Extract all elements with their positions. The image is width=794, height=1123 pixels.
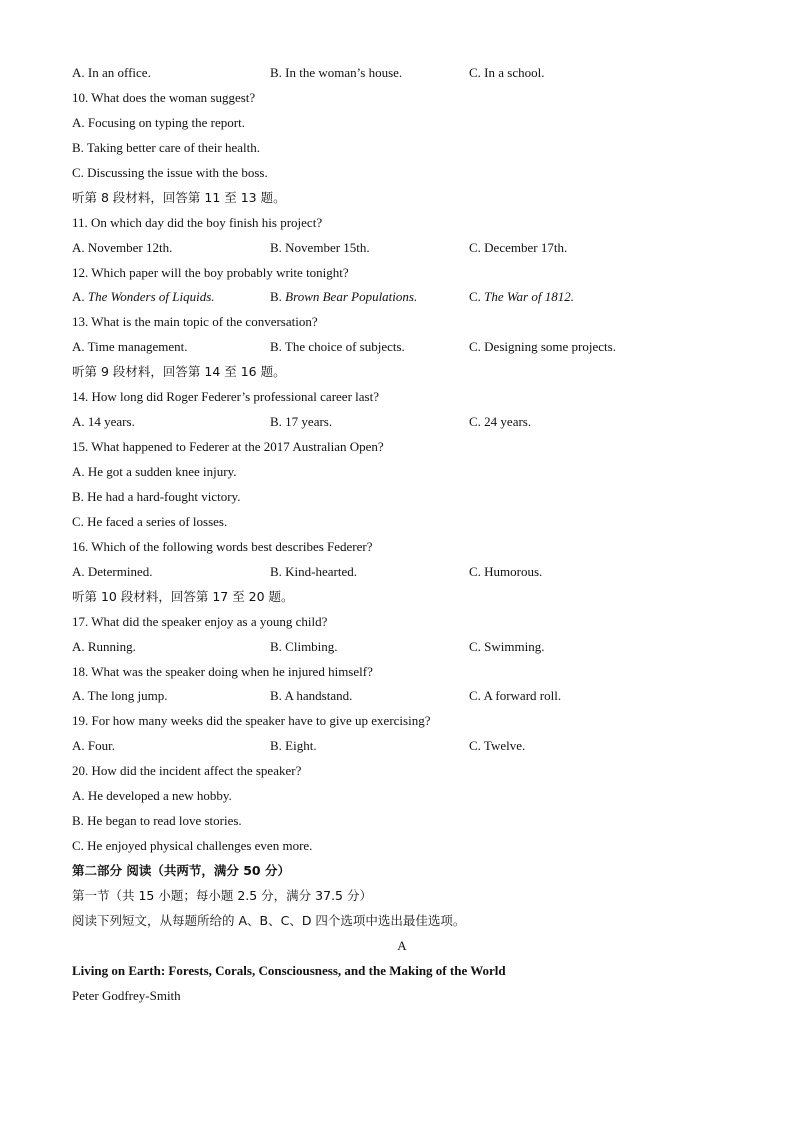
answer-option: C. Designing some projects. <box>469 339 616 355</box>
text-line: B. Taking better care of their health. <box>72 139 260 155</box>
answer-options-row <box>72 410 732 435</box>
answer-option: C. 24 years. <box>469 414 532 430</box>
option-letter: A. <box>72 289 88 305</box>
answer-option <box>72 285 215 310</box>
option-letter: B. <box>270 289 286 305</box>
section-instruction: 听第 9 段材料，回答第 14 至 16 题。 <box>72 364 286 380</box>
answer-option: B. The choice of subjects. <box>270 339 405 355</box>
answer-option: A. The long jump. <box>72 688 168 704</box>
option-title: The Wonders of Liquids. <box>87 289 215 305</box>
option-title: Brown Bear Populations. <box>285 289 418 305</box>
answer-option <box>270 285 417 310</box>
answer-option: C. Humorous. <box>469 563 543 579</box>
text-line: A. He developed a new hobby. <box>72 788 232 804</box>
section-instruction: 阅读下列短文，从每题所给的 A、B、C、D 四个选项中选出最佳选项。 <box>72 912 466 928</box>
text-line: C. He enjoyed physical challenges even more. <box>72 838 313 854</box>
text-line: 13. What is the main topic of the conversation? <box>72 314 318 330</box>
answer-option: A. Time management. <box>72 339 188 355</box>
answer-option: B. 17 years. <box>270 414 333 430</box>
answer-option: C. In a school. <box>469 65 545 80</box>
text-line: Peter Godfrey-Smith <box>72 987 181 1003</box>
text-line: 18. What was the speaker doing when he injured himself? <box>72 663 373 679</box>
answer-option: B. Climbing. <box>270 638 338 654</box>
text-line: 20. How did the incident affect the speaker? <box>72 763 302 779</box>
answer-option: A. In an office. <box>72 65 151 80</box>
answer-options-row <box>72 61 732 86</box>
answer-option: C. Twelve. <box>469 738 526 754</box>
answer-option: C. December 17th. <box>469 239 568 255</box>
answer-option: B. November 15th. <box>270 239 370 255</box>
text-line: 10. What does the woman suggest? <box>72 89 256 105</box>
text-line: 14. How long did Roger Federer’s professional career last? <box>72 389 379 405</box>
answer-options-row <box>72 635 732 660</box>
text-line: 19. For how many weeks did the speaker have to give up exercising? <box>72 713 431 729</box>
answer-option: C. A forward roll. <box>469 688 562 704</box>
text-line: 12. Which paper will the boy probably write tonight? <box>72 264 349 280</box>
answer-options-row <box>72 285 732 310</box>
answer-option: A. Running. <box>72 638 136 654</box>
answer-option: C. Swimming. <box>469 638 545 654</box>
text-line: A. Focusing on typing the report. <box>72 114 245 130</box>
text-line: B. He began to read love stories. <box>72 813 242 829</box>
answer-options-row <box>72 236 732 261</box>
answer-option <box>469 285 574 310</box>
option-title: The War of 1812. <box>484 289 574 305</box>
book-title: Living on Earth: Forests, Corals, Consciousness, and the Making of the World <box>72 962 506 978</box>
answer-option: A. Determined. <box>72 563 153 579</box>
answer-option: B. A handstand. <box>270 688 353 704</box>
answer-option: A. 14 years. <box>72 414 135 430</box>
passage-label: A <box>397 937 407 953</box>
answer-option: B. Kind-hearted. <box>270 563 358 579</box>
answer-options-row <box>72 684 732 709</box>
text-line: 11. On which day did the boy finish his project? <box>72 214 323 230</box>
text-line: B. He had a hard-fought victory. <box>72 488 241 504</box>
text-line: C. He faced a series of losses. <box>72 513 228 529</box>
answer-options-row <box>72 734 732 759</box>
text-line: 17. What did the speaker enjoy as a young child? <box>72 613 328 629</box>
answer-option: B. Eight. <box>270 738 317 754</box>
document-page <box>72 61 732 1009</box>
section-instruction: 听第 10 段材料，回答第 17 至 20 题。 <box>72 588 294 604</box>
text-line: C. Discussing the issue with the boss. <box>72 164 268 180</box>
part-heading: 第二部分 阅读（共两节，满分 50 分） <box>72 863 290 878</box>
answer-option: B. In the woman’s house. <box>270 65 403 80</box>
answer-option: A. Four. <box>72 738 115 754</box>
text-line: 15. What happened to Federer at the 2017 Australian Open? <box>72 439 384 455</box>
answer-option: A. November 12th. <box>72 239 173 255</box>
option-letter: C. <box>469 289 485 305</box>
section-instruction: 第一节（共 15 小题；每小题 2.5 分，满分 37.5 分） <box>72 887 372 903</box>
answer-options-row <box>72 335 732 360</box>
section-instruction: 听第 8 段材料，回答第 11 至 13 题。 <box>72 189 286 205</box>
answer-options-row <box>72 560 732 585</box>
text-line: 16. Which of the following words best describes Federer? <box>72 538 373 554</box>
text-line: A. He got a sudden knee injury. <box>72 464 237 479</box>
